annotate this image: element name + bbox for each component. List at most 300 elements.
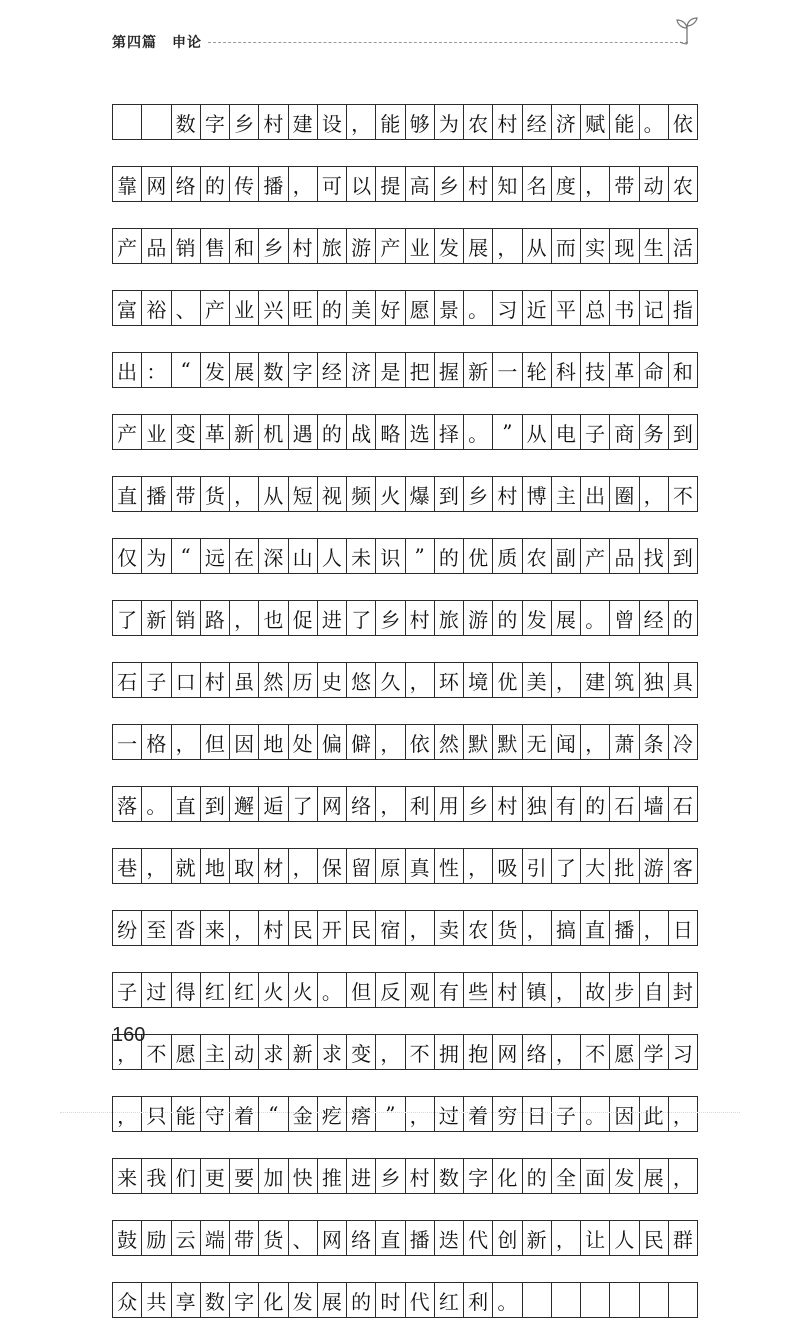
grid-cell: 。 [318,973,347,1007]
grid-cell: 频 [347,477,376,511]
grid-cell: 和 [669,353,698,387]
grid-cell: 就 [172,849,201,883]
grid-cell: 曾 [610,601,639,635]
grid-cell: 云 [172,1221,201,1255]
grid-cell: 数 [259,353,288,387]
grid-cell: 民 [347,911,376,945]
grid-cell: ， [376,725,405,759]
grid-cell: 是 [376,353,405,387]
grid-cell: 货 [259,1221,288,1255]
grid-cell: ” [406,539,435,573]
grid-cell: 发 [201,353,230,387]
grid-cell: 村 [464,167,493,201]
grid-cell: 依 [406,725,435,759]
grid-cell: 来 [201,911,230,945]
grid-cell: 出 [113,353,142,387]
grid-cell: 总 [581,291,610,325]
grid-cell: 革 [610,353,639,387]
grid-cell [610,1283,639,1317]
grid-cell: ， [552,1035,581,1069]
grid-cell: 无 [523,725,552,759]
grid-cell: ” [376,1097,405,1131]
grid-cell: 。 [640,105,669,139]
grid-cell: 墙 [640,787,669,821]
grid-cell: 的 [493,601,522,635]
grid-cell: 闻 [552,725,581,759]
grid-cell: 、 [289,1221,318,1255]
grid-cell: 大 [581,849,610,883]
grid-cell: ， [230,477,259,511]
grid-cell: 久 [376,663,405,697]
grid-cell: 故 [581,973,610,1007]
grid-cell [669,1283,698,1317]
grid-cell: “ [172,353,201,387]
grid-cell: 主 [552,477,581,511]
grid-cell: 高 [406,167,435,201]
grid-cell: 了 [347,601,376,635]
grid-cell: 代 [406,1283,435,1317]
grid-cell: ， [172,725,201,759]
grid-cell: 群 [669,1221,698,1255]
grid-cell: 我 [142,1159,171,1193]
grid-cell: 度 [552,167,581,201]
grid-cell [113,105,142,139]
grid-cell: 把 [406,353,435,387]
grid-cell: 仅 [113,539,142,573]
grid-cell: 路 [201,601,230,635]
grid-cell: 字 [230,1283,259,1317]
grid-cell: 让 [581,1221,610,1255]
grid-cell: 的 [523,1159,552,1193]
grid-cell: 的 [669,601,698,635]
grid-cell: 原 [376,849,405,883]
grid-cell: 机 [259,415,288,449]
grid-cell: 不 [581,1035,610,1069]
grid-cell: 子 [581,415,610,449]
grid-cell: 全 [552,1159,581,1193]
grid-cell: 利 [464,1283,493,1317]
grid-cell: 留 [347,849,376,883]
grid-cell: 吸 [493,849,522,883]
grid-row [112,724,698,760]
grid-cell: 环 [435,663,464,697]
grid-cell: 加 [259,1159,288,1193]
grid-cell: 石 [669,787,698,821]
grid-cell: 面 [581,1159,610,1193]
grid-cell: ， [552,1221,581,1255]
grid-cell: 石 [113,663,142,697]
page-header [112,30,698,60]
grid-cell: 地 [201,849,230,883]
grid-cell: 实 [581,229,610,263]
grid-cell: 史 [318,663,347,697]
section-title: 第四篇 申论 [112,35,202,51]
grid-cell: 不 [669,477,698,511]
grid-cell: 圈 [610,477,639,511]
grid-cell: 求 [318,1035,347,1069]
grid-cell: 经 [523,105,552,139]
grid-cell: 业 [230,291,259,325]
grid-cell: 建 [581,663,610,697]
grid-cell: 科 [552,353,581,387]
grid-cell: ， [406,1097,435,1131]
grid-cell: 知 [493,167,522,201]
grid-cell: 促 [289,601,318,635]
grid-cell: ， [669,1159,698,1193]
grid-cell: 务 [640,415,669,449]
grid-cell: 穷 [493,1097,522,1131]
grid-cell: 产 [376,229,405,263]
grid-cell [523,1283,552,1317]
grid-cell: 业 [406,229,435,263]
grid-cell: 默 [464,725,493,759]
grid-cell: ， [289,167,318,201]
grid-cell: 境 [464,663,493,697]
grid-cell: ， [230,601,259,635]
grid-cell: 人 [610,1221,639,1255]
grid-cell: 网 [142,167,171,201]
grid-cell: ， [493,229,522,263]
grid-cell: 络 [523,1035,552,1069]
grid-cell: 平 [552,291,581,325]
grid-cell: 搞 [552,911,581,945]
grid-cell: 独 [523,787,552,821]
grid-cell: 经 [318,353,347,387]
grid-cell: 济 [552,105,581,139]
grid-cell: 旅 [435,601,464,635]
grid-cell: 网 [318,1221,347,1255]
grid-cell: 够 [406,105,435,139]
grid-cell: 识 [376,539,405,573]
grid-cell: 商 [610,415,639,449]
grid-cell: 至 [142,911,171,945]
grid-cell: 地 [259,725,288,759]
grid-cell: 不 [142,1035,171,1069]
header-rule [208,42,688,43]
grid-cell: 时 [376,1283,405,1317]
grid-cell: 靠 [113,167,142,201]
grid-cell: 镇 [523,973,552,1007]
grid-cell: 愿 [610,1035,639,1069]
grid-cell: 独 [640,663,669,697]
grid-cell: 得 [172,973,201,1007]
grid-cell: 新 [464,353,493,387]
grid-cell: 而 [552,229,581,263]
grid-cell: 但 [201,725,230,759]
grid-cell: 子 [552,1097,581,1131]
grid-cell: 自 [640,973,669,1007]
grid-cell: 也 [259,601,288,635]
grid-cell: 然 [259,663,288,697]
grid-cell: 村 [493,477,522,511]
grid-cell: 引 [523,849,552,883]
grid-cell: 乡 [435,167,464,201]
grid-cell: 巷 [113,849,142,883]
grid-cell: 带 [610,167,639,201]
grid-cell: ， [406,911,435,945]
grid-cell: 快 [289,1159,318,1193]
grid-row [112,848,698,884]
grid-cell: 旺 [289,291,318,325]
grid-cell: 产 [113,229,142,263]
grid-cell: 沓 [172,911,201,945]
grid-cell: 格 [142,725,171,759]
grid-cell: 村 [493,787,522,821]
grid-cell: 择 [435,415,464,449]
grid-cell: 展 [318,1283,347,1317]
grid-row [112,166,698,202]
grid-cell: 愿 [172,1035,201,1069]
grid-cell: 火 [376,477,405,511]
grid-cell: 能 [172,1097,201,1131]
grid-cell: 具 [669,663,698,697]
grid-cell: 略 [376,415,405,449]
grid-row [112,1034,698,1070]
grid-cell: 到 [669,415,698,449]
grid-cell: 石 [610,787,639,821]
grid-cell: 励 [142,1221,171,1255]
grid-cell: 网 [318,787,347,821]
grid-cell: 批 [610,849,639,883]
grid-row [112,104,698,140]
grid-cell: 活 [669,229,698,263]
grid-cell: 的 [201,167,230,201]
grid-cell: 村 [406,601,435,635]
grid-cell: 偏 [318,725,347,759]
grid-cell: 火 [289,973,318,1007]
grid-cell: 乡 [464,787,493,821]
grid-cell: ， [376,1035,405,1069]
grid-cell [640,1283,669,1317]
grid-cell: 冷 [669,725,698,759]
grid-cell: 逅 [259,787,288,821]
essay-answer-grid [112,104,698,1344]
grid-row [112,1158,698,1194]
grid-cell: 来 [113,1159,142,1193]
grid-cell: 民 [640,1221,669,1255]
grid-cell: 性 [435,849,464,883]
grid-cell: 直 [581,911,610,945]
grid-cell: 火 [259,973,288,1007]
grid-cell: 新 [289,1035,318,1069]
grid-cell: 鼓 [113,1221,142,1255]
grid-cell: 学 [640,1035,669,1069]
grid-cell: 的 [318,291,347,325]
grid-cell: 爆 [406,477,435,511]
grid-cell: 济 [347,353,376,387]
grid-cell: 乡 [376,1159,405,1193]
grid-cell: 字 [289,353,318,387]
grid-cell: 景 [435,291,464,325]
grid-cell: 品 [610,539,639,573]
grid-cell: ， [581,725,610,759]
grid-cell: ， [464,849,493,883]
grid-cell: 只 [142,1097,171,1131]
grid-cell: 销 [172,601,201,635]
grid-cell: 的 [581,787,610,821]
grid-cell: 售 [201,229,230,263]
grid-cell: 能 [376,105,405,139]
grid-cell: 不 [406,1035,435,1069]
grid-cell: 保 [318,849,347,883]
grid-cell: 远 [201,539,230,573]
grid-cell: 一 [493,353,522,387]
grid-row [112,662,698,698]
grid-cell: 命 [640,353,669,387]
grid-cell: 共 [142,1283,171,1317]
grid-cell: 找 [640,539,669,573]
grid-cell: 有 [435,973,464,1007]
grid-cell: 村 [493,105,522,139]
grid-cell: 观 [406,973,435,1007]
grid-cell: 未 [347,539,376,573]
grid-cell: 从 [259,477,288,511]
grid-cell: 产 [581,539,610,573]
grid-cell: 视 [318,477,347,511]
grid-cell: 了 [113,601,142,635]
grid-cell: 名 [523,167,552,201]
grid-cell: 僻 [347,725,376,759]
grid-cell: 真 [406,849,435,883]
grid-cell: 握 [435,353,464,387]
grid-cell: 步 [610,973,639,1007]
grid-cell: 美 [347,291,376,325]
grid-cell: 。 [142,787,171,821]
grid-cell: 兴 [259,291,288,325]
grid-cell: 提 [376,167,405,201]
grid-cell: 历 [289,663,318,697]
grid-cell: 然 [435,725,464,759]
grid-cell: 人 [318,539,347,573]
grid-cell: 农 [464,911,493,945]
grid-cell: ， [406,663,435,697]
grid-cell: 、 [172,291,201,325]
grid-cell: 发 [610,1159,639,1193]
grid-cell: 优 [493,663,522,697]
grid-cell: ， [289,849,318,883]
grid-cell: 些 [464,973,493,1007]
grid-cell: 客 [669,849,698,883]
grid-cell: 展 [552,601,581,635]
grid-cell: 习 [493,291,522,325]
grid-cell: 直 [172,787,201,821]
grid-cell: 展 [464,229,493,263]
grid-cell: 农 [523,539,552,573]
grid-cell: 因 [610,1097,639,1131]
grid-cell: 开 [318,911,347,945]
grid-cell: 到 [201,787,230,821]
grid-cell: 播 [142,477,171,511]
grid-cell: 子 [113,973,142,1007]
grid-cell: 近 [523,291,552,325]
grid-cell: 电 [552,415,581,449]
grid-cell: 优 [464,539,493,573]
grid-cell: 的 [435,539,464,573]
grid-cell: 现 [610,229,639,263]
grid-cell: 卖 [435,911,464,945]
grid-cell: 经 [640,601,669,635]
grid-cell: 新 [523,1221,552,1255]
grid-cell: 悠 [347,663,376,697]
grid-cell: 赋 [581,105,610,139]
grid-cell: 封 [669,973,698,1007]
grid-cell: 博 [523,477,552,511]
grid-cell: ， [552,973,581,1007]
sprout-icon [674,16,700,46]
grid-cell: 乡 [230,105,259,139]
grid-cell: 求 [259,1035,288,1069]
grid-cell: 网 [493,1035,522,1069]
grid-cell: 到 [435,477,464,511]
grid-cell: 销 [172,229,201,263]
grid-cell: 络 [172,167,201,201]
grid-cell: 可 [318,167,347,201]
grid-cell: 。 [464,415,493,449]
grid-row [112,476,698,512]
grid-cell: 能 [610,105,639,139]
grid-cell: 传 [230,167,259,201]
grid-cell: 村 [289,229,318,263]
grid-cell: 从 [523,415,552,449]
grid-cell: ， [523,911,552,945]
grid-cell: 过 [142,973,171,1007]
grid-cell: 疙 [318,1097,347,1131]
grid-cell: 要 [230,1159,259,1193]
grid-cell: 创 [493,1221,522,1255]
grid-cell: 发 [523,601,552,635]
grid-cell: 短 [289,477,318,511]
grid-cell: 记 [640,291,669,325]
grid-cell: ， [640,477,669,511]
grid-cell: 络 [347,1221,376,1255]
grid-cell: 端 [201,1221,230,1255]
grid-cell: 的 [318,415,347,449]
scan-artifact-divider [60,1112,740,1119]
grid-cell: 旅 [318,229,347,263]
grid-cell: 播 [406,1221,435,1255]
grid-cell: 日 [669,911,698,945]
grid-cell [142,105,171,139]
grid-cell: 货 [493,911,522,945]
grid-cell: 乡 [464,477,493,511]
grid-cell: 取 [230,849,259,883]
grid-cell: 着 [464,1097,493,1131]
grid-cell: 从 [523,229,552,263]
grid-cell: 用 [435,787,464,821]
grid-row [112,538,698,574]
grid-cell: 拥 [435,1035,464,1069]
grid-cell: ， [640,911,669,945]
grid-cell: ， [113,1035,142,1069]
grid-row [112,1282,698,1318]
grid-cell: 。 [581,601,610,635]
grid-cell: 抱 [464,1035,493,1069]
grid-cell: 默 [493,725,522,759]
grid-cell: 此 [640,1097,669,1131]
grid-cell: 进 [347,1159,376,1193]
grid-cell: ， [552,663,581,697]
grid-row [112,290,698,326]
grid-cell: 和 [230,229,259,263]
page-number: 160 [112,1024,146,1046]
grid-cell: 的 [347,1283,376,1317]
grid-cell: 口 [172,663,201,697]
grid-cell: 金 [289,1097,318,1131]
grid-cell: 红 [201,973,230,1007]
grid-cell: 纷 [113,911,142,945]
grid-cell: 化 [493,1159,522,1193]
grid-cell: ” [493,415,522,449]
